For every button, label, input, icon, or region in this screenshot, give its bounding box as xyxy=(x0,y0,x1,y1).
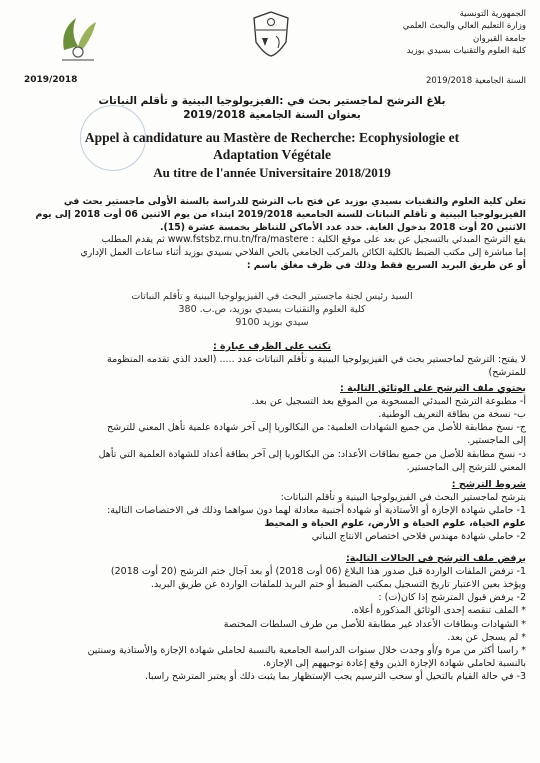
address-line: السيد رئيس لجنة ماجستير البحث في الفيزيولوجيا البينية و تأقلم النباتات xyxy=(131,291,413,302)
dossier-heading: يحتوي ملف الترشح على الوثائق التالية : xyxy=(340,383,526,394)
french-title-line1: Appel à candidature au Mastère de Recherche: Ecophysiologie et xyxy=(84,130,460,145)
envelope-heading: تكتب على الظرف عبارة : xyxy=(212,341,332,352)
condition-item: 2- حاملي شهادة مهندس فلاحي اختصاص الانتاج النباتي xyxy=(311,531,526,543)
rejection-line: * الشهادات وبطاقات الأعداد غير مطابقة للأصل من طرف السلطات المختصة xyxy=(223,618,526,630)
intro-line: إما مباشرة إلى مكتب الضبط بالكلية الكائن بالمركب الجامعي بالحي الفلاحي بسيدي بوزيد أثناء ساعات العمل الإداري xyxy=(80,247,526,259)
dossier-item: ج- نسخ مطابقة للأصل من جميع الشهادات العلمية: من البكالوريا إلى آخر شهادة علمية تأهل المعني للترشح xyxy=(107,422,526,434)
envelope-section xyxy=(18,340,526,379)
academic-year-right: السنة الجامعية 2019/2018 xyxy=(425,76,526,86)
intro-line: الفيزيولوجيا البينية و تأقلم النباتات للسنة الجامعية 2019/2018 ابتداء من يوم الاثنين 06 أوت 2018 إلى يوم xyxy=(35,208,526,220)
french-year-title: Au titre de l'année Universitaire 2018/2019 xyxy=(153,164,391,180)
arabic-year-title: بعنوان السنة الجامعية 2019/2018 xyxy=(183,109,361,122)
country-name: الجمهورية التونسية xyxy=(459,9,526,19)
intro-paragraph xyxy=(18,196,526,273)
address-line: سيدي بوزيد 9100 xyxy=(235,317,309,329)
arabic-title: بلاغ الترشح لماجستير بحث في :الفيزيولوجيا البينية و تأقلم النباتات xyxy=(98,95,446,107)
mailing-address xyxy=(18,290,526,329)
rejection-line: * الملف تنقصه إحدى الوثائق المذكورة أعلاه. xyxy=(351,605,526,617)
dossier-item: د- نسخ مطابقة للأصل من جميع بطاقات الأعداد: من البكالوريا إلى آخر بطاقة أعداد للشهادة العلمية التي تأهل xyxy=(98,448,526,460)
envelope-line: للمترشح) xyxy=(488,367,526,379)
address-line: كلية العلوم والتقنيات بسيدي بوزيد، ص.ب. 380 xyxy=(178,304,366,316)
rejection-line: ويؤخذ بعين الاعتبار تاريخ التسجيل بمكتب الضبط أو ختم البريد للملفات الواردة عن طريق البريد. xyxy=(150,579,526,591)
intro-line: أو عن طريق البريد السريع فقط وذلك في ظرف مغلق باسم : xyxy=(246,260,526,272)
condition-item: 1- حاملي شهادة الإجازة أو الأستاذية أو شهادة أجنبية معادلة لهما دون سواهما وذلك في الاختصاصات التالية: xyxy=(107,505,526,517)
academic-year-left: 2019/2018 xyxy=(24,75,78,85)
dossier-item: ب- نسخة من بطاقة التعريف الوطنية. xyxy=(378,409,526,421)
rejection-heading: يرفض ملف الترشح في الحالات التالية: xyxy=(345,553,526,564)
university-logo-icon xyxy=(54,10,102,66)
rejection-line: 1- ترفض الملفات الواردة قبل صدور هذا البلاغ (06 أوت 2018) أو بعد آجال ختم الترشح (20 أوت 2018) xyxy=(110,566,526,578)
dossier-item: أ- مطبوعة الترشح المبدئي المسحوبة من الموقع بعد التسجيل عن بعد. xyxy=(251,396,526,408)
rejection-section xyxy=(18,552,526,683)
rejection-line: * راسبا أكثر من مرة و/أو وجدت خلال سنوات الدراسة الجامعية بالنسبة لحاملي شهادة الإجازة والأستاذية وسنتين xyxy=(87,644,526,656)
rejection-line: 2- يرفض قبول المترشح إذا كان(ت) : xyxy=(378,592,526,604)
intro-line: تعلن كلية العلوم والتقنيات بسيدي بوزيد عن فتح باب الترشح للدراسة بالسنة الأولى ماجستير بحث في xyxy=(63,196,526,207)
university-name: جامعة القيروان xyxy=(473,33,526,44)
condition-fields: علوم الحياة، علوم الحياة و الأرض، علوم الحياة و المحيط xyxy=(264,518,526,530)
conditions-heading: شروط الترشح : xyxy=(451,479,526,490)
rejection-line: بالنسبة لحاملي شهادة الإجازة الذين وقع إعادة توجيههم إلى الإجازة. xyxy=(262,657,526,669)
dossier-item: إلى الماجستير. xyxy=(467,435,526,447)
dossier-section xyxy=(18,382,526,474)
dossier-item: المعني للترشح إلى الماجستير. xyxy=(406,461,526,473)
intro-line: يقع الترشح المبدئي بالتسجيل عن بعد على موقع الكلية : www.fstsbz.rnu.tn/fra/mastere ثم يقدم المطلب xyxy=(101,234,526,246)
envelope-line: لا يفتح: الترشح لماجستير بحث في الفيزيولوجيا البينية و تأقلم النباتات عدد ..... (العدد الذي تقدمه المنظومة xyxy=(107,354,526,366)
faculty-name: كلية العلوم والتقنيات بسيدي بوزيد xyxy=(406,45,526,56)
tunisia-emblem-icon xyxy=(248,8,294,60)
intro-line: الاثنين 20 أوت 2018 بدخول الغاية. حدد عدد الأماكن للتناظر بخمسة عشرة (15). xyxy=(159,221,526,233)
conditions-intro: يترشح لماجستير البحث في الفيزيولوجيا البينية و تأقلم النباتات: xyxy=(280,492,526,504)
ministry-name: وزارة التعليم العالي والبحث العلمي xyxy=(402,21,526,32)
rejection-line: * لم يسجل عن بعد. xyxy=(447,631,526,643)
conditions-section xyxy=(18,478,526,544)
french-title-line2: Adaptation Végétale xyxy=(213,146,331,162)
header-institution xyxy=(356,8,526,57)
rejection-line: 3- في حالة القيام بالتحيل أو سحب الترسيم يجب الإستظهار بما يثبت ذلك أو يعتبر المترشح راسبا. xyxy=(144,670,526,682)
